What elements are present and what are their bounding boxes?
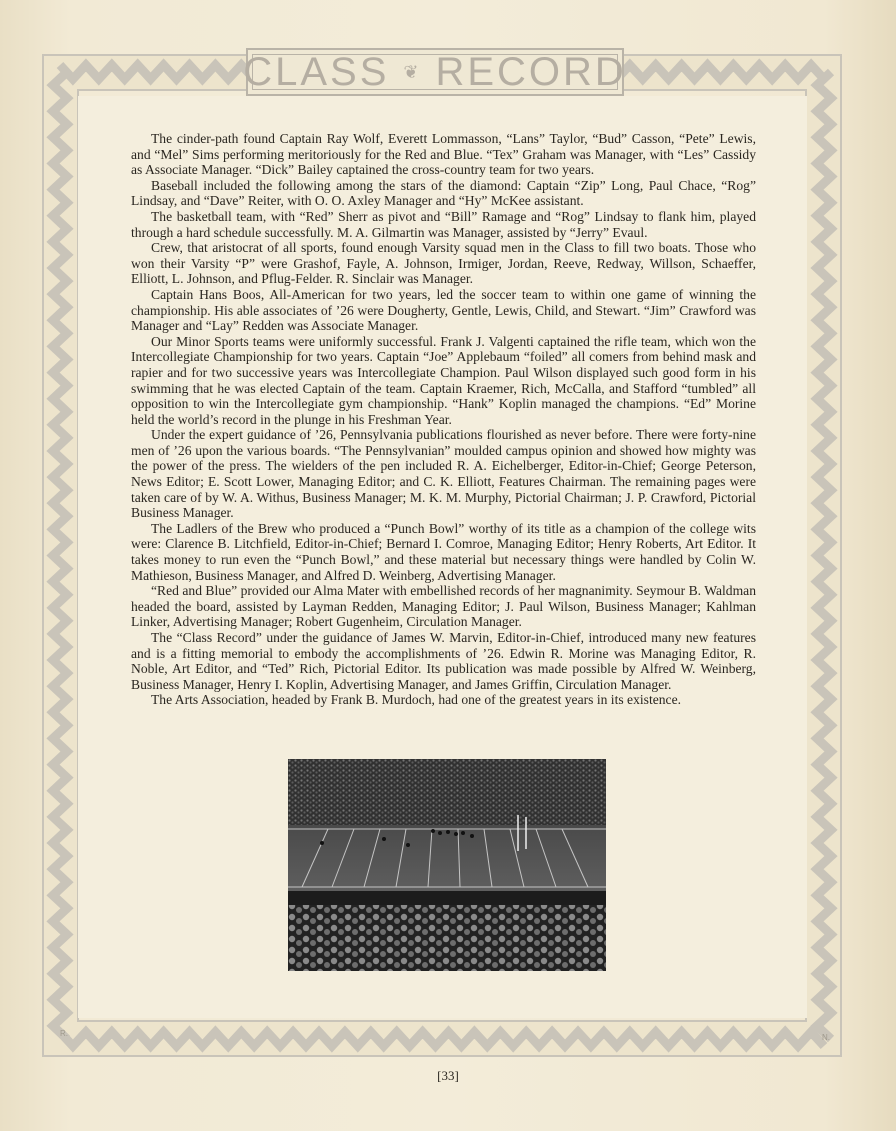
article-body [131,131,756,708]
paragraph-pennsylvanian: Under the expert guidance of ’26, Pennsylvania publications flourished as never before. There were forty-nine men of ’26 upon the various boards. “The Pennsylvanian” moulded campus opinion and showed how mighty was the power of the press. The wielders of the pen included R. A. Eichelberger, Editor-in-Chief; George Peterson, News Editor; E. Scott Lower, Managing Editor; and C. K. Elliott, Features Chairman. The remaining pages were taken care of by W. A. Withus, Business Manager; M. K. M. Murphy, Pictorial Chairman; J. P. Crawford, Pictorial Business Manager. [131,427,756,521]
paragraph-class-record: The “Class Record” under the guidance of James W. Marvin, Editor-in-Chief, introduced many new features and is a fitting memorial to embody the accomplishments of ’26. Edwin R. Morine was Managing Editor, R. Noble, Art Editor, and “Ted” Rich, Pictorial Editor. Its publication was made possible by Alfred W. Weinberg, Business Manager, Henry I. Koplin, Advertising Manager, and James Griffin, Circulation Manager. [131,630,756,692]
paragraph-baseball: Baseball included the following among the stars of the diamond: Captain “Zip” Long, Paul Chace, “Rog” Lindsay, and “Dave” Reiter, with O. O. Axley Manager and “Hy” McKee assistant. [131,177,756,209]
paragraph-punch-bowl: The Ladlers of the Brew who produced a “Punch Bowl” worthy of its title as a champion of the college wits were: Clarence B. Litchfield, Editor-in-Chief; Bernard I. Comroe, Managing Editor; Henry Roberts, Art Editor. It takes money to run even the “Punch Bowl,” and these material but necessary things were handled by Colin W. Mathieson, Business Manager, and Alfred D. Weinberg, Advertising Manager. [131,520,756,583]
page-title [243,52,627,92]
page-number: [33] [437,1068,459,1083]
title-left: CLASS [243,50,390,94]
paragraph-arts-association: The Arts Association, headed by Frank B. Murdoch, had one of the greatest years in its existence. [151,692,682,708]
stadium-photograph [288,759,606,971]
corner-mark-left: R. [60,1029,68,1038]
title-banner [243,48,627,96]
fleuron-icon: ❦ [403,62,422,82]
paragraph-crew: Crew, that aristocrat of all sports, found enough Varsity squad men in the Class to fill two boats. Those who won their Varsity “P” were Grashof, Fayle, A. Johnson, Irmiger, Jordan, Reeve, Redway, Willson, Schaeffer, Elliott, L. Johnson, and Pflug-Felder. R. Sinclair was Manager. [131,240,756,287]
paragraph-minor-sports: Our Minor Sports teams were uniformly successful. Frank J. Valgenti captained the rifle team, which won the Intercollegiate Championship for two years. Captain “Joe” Applebaum “foiled” all comers from behind mask and rapier and for two successive years was Intercollegiate Champion. Paul Wilson displayed such good form in his swimming that he was elected Captain of the team. Captain Kraemer, Rich, McCalla, and Stafford “tumbled” all opposition to win the Intercollegiate gym championship. “Hank” Koplin managed the champions. “Ed” Morine held the world’s record in the plunge in his Freshman Year. [131,333,756,427]
paragraph-soccer: Captain Hans Boos, All-American for two years, led the soccer team to within one game of winning the championship. His able associates of ’26 were Dougherty, Gentle, Lewis, Child, and Stewart. “Jim” Crawford was Manager and “Lay” Redden was Associate Manager. [131,286,756,334]
paragraph-red-and-blue: “Red and Blue” provided our Alma Mater with embellished records of her magnanimity. Seymour B. Waldman headed the board, assisted by Layman Redden, Managing Editor; J. Paul Wilson, Business Manager; Kahlman Linker, Advertising Manager; Robert Gugenheim, Circulation Manager. [131,583,756,630]
corner-mark-right: N. [822,1033,830,1042]
title-right: RECORD [435,50,627,94]
paragraph-track: The cinder-path found Captain Ray Wolf, Everett Lommasson, “Lans” Taylor, “Bud” Casson, “Pete” Lewis, and “Mel” Sims performing meritoriously for the Red and Blue. “Tex” Graham was Manager, with “Les” Cassidy as Associate Manager. “Dick” Bailey captained the cross-country team for two years. [131,131,756,178]
paragraph-basketball: The basketball team, with “Red” Sherr as pivot and “Bill” Ramage and “Rog” Lindsay to flank him, played through a hard schedule successfully. M. A. Gilmartin was Manager, assisted by “Jerry” Evaul. [131,208,756,240]
